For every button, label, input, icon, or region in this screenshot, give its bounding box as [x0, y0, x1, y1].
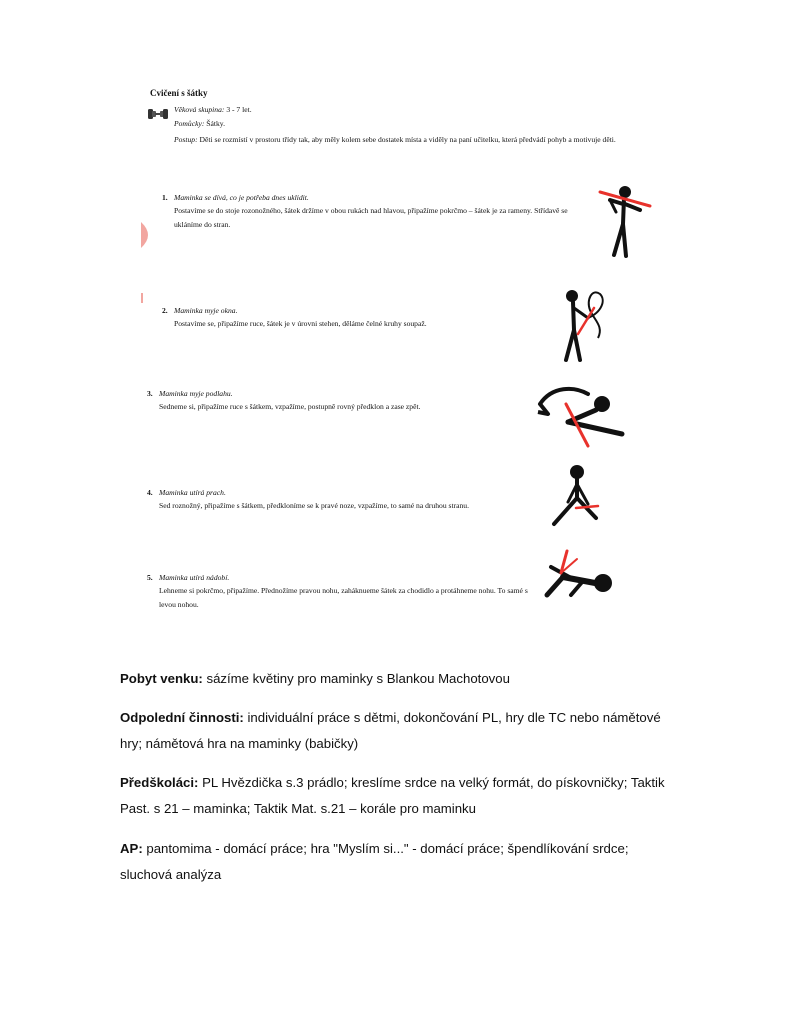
paragraph-label: Předškoláci:	[120, 775, 199, 790]
procedure-text: Děti se rozmístí v prostoru třídy tak, aby měly kolem sebe dostatek místa a viděly na paní učitelku, která předvádí pohyb a motivuje děti.	[199, 135, 616, 144]
paragraph-text: sázíme květiny pro maminky s Blankou Machotovou	[202, 671, 510, 686]
exercise-description: Sedneme si, připažíme ruce s šátkem, vzpažíme, postupně rovný předklon a zase zpět.	[159, 402, 421, 411]
exercise-number: 5.	[147, 573, 153, 582]
stick-figure-window-icon	[558, 286, 618, 366]
age-group-value: 3 - 7 let.	[226, 105, 252, 114]
aids-label: Pomůcky:	[174, 119, 205, 128]
exercise-number: 3.	[147, 389, 153, 398]
pink-mark-decoration	[141, 222, 153, 248]
stick-figure-sitting-icon	[546, 462, 604, 530]
paragraph-label: Pobyt venku:	[120, 671, 203, 686]
exercise-description: Lehneme si pokrčmo, připažíme. Přednožíme pravou nohu, zaháknueme šátek za chodidlo a protáhneme nohu. To samé s levou nohou.	[159, 586, 528, 609]
exercise-title: Maminka utírá prach.	[159, 488, 226, 497]
exercise-title: Maminka myje podlahu.	[159, 389, 233, 398]
exercise-title: Maminka utírá nádobí.	[159, 573, 230, 582]
stick-figure-floor-icon	[534, 382, 628, 452]
paragraph-label: Odpolední činnosti:	[120, 710, 244, 725]
exercise-title: Maminka se dívá, co je potřeba dnes uklidit.	[174, 193, 309, 202]
exercise-title: Maminka myje okna.	[174, 306, 238, 315]
exercise-description: Postavíme se, připažíme ruce, šátek je v úrovni stehen, děláme čelné kruhy soupaž.	[174, 319, 427, 328]
paragraph-text: pantomima - domácí práce; hra "Myslím si..." - domácí práce; špendlíkování srdce; sluchová analýza	[120, 841, 629, 882]
stick-figure-lying-icon	[543, 547, 617, 601]
exercise-number: 1.	[162, 193, 168, 202]
exercise-number: 2.	[162, 306, 168, 315]
age-group-line	[174, 106, 252, 114]
aids-line	[174, 120, 225, 128]
outdoor-stay-paragraph	[120, 666, 680, 692]
stick-figure-standing-icon	[594, 182, 654, 262]
exercise-number: 4.	[147, 488, 153, 497]
procedure-label: Postup:	[174, 135, 198, 144]
dumbbell-icon	[147, 106, 169, 122]
age-group-label: Věková skupina:	[174, 105, 225, 114]
exercise-description: Sed roznožný, připažíme s šátkem, předkloníme se k pravé noze, vzpažíme, to samé na druhou stranu.	[159, 501, 469, 510]
exercise-description: Postavíme se do stoje rozonožného, šátek držíme v obou rukách nad hlavou, připažíme pokrčmo – šátek je za rameny. Střídavě se ukláníme do stran.	[174, 206, 568, 229]
exercise-sheet-title: Cvičení s šátky	[150, 88, 208, 98]
paragraph-text: individuální práce s dětmi, dokončování PL, hry dle TC nebo námětové hry; námětová hra na maminky (babičky)	[120, 710, 661, 751]
ap-paragraph	[120, 836, 650, 888]
preschoolers-paragraph	[120, 770, 680, 822]
paragraph-text: PL Hvězdička s.3 prádlo; kreslíme srdce na velký formát, do pískovničky; Taktik Past. s 21 – maminka; Taktik Mat. s.21 – korále pro maminku	[120, 775, 665, 816]
afternoon-activities-paragraph	[120, 705, 680, 757]
procedure-line	[174, 132, 644, 147]
aids-value: Šátky.	[206, 119, 225, 128]
paragraph-label: AP:	[120, 841, 143, 856]
pink-mark-decoration	[141, 293, 145, 303]
